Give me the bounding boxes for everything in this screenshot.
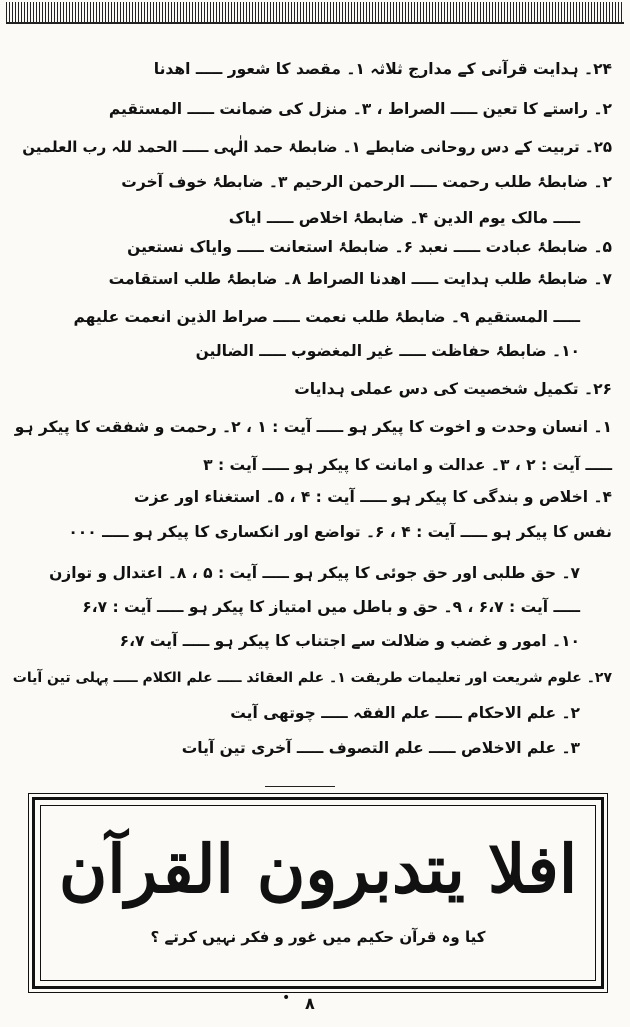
- text-line: ۲۔ ضابطۂ طلب رحمت ـــــ الرحمن الرحیم ۳۔ ضابطۂ خوف آخرت: [121, 173, 612, 191]
- text-line: ۱۔ انسان وحدت و اخوت کا پیکر ہو ـــــ آیت : ۱ ، ۲۔ رحمت و شفقت کا پیکر ہو: [14, 418, 612, 436]
- text-line: نفس کا پیکر ہو ـــــ آیت : ۴ ، ۶۔ تواضع اور انکساری کا پیکر ہو ـــــ ۰۰۰: [68, 523, 612, 541]
- dot-mark: •: [282, 990, 291, 1006]
- text-line: ۱۰۔ امور و غضب و ضلالت سے اجتناب کا پیکر ہو ـــــ آیت ۶،۷: [119, 632, 580, 650]
- top-border-rule: [6, 2, 624, 24]
- banner-subtitle: کیا وہ قرآن حکیم میں غور و فکر نہیں کرتے ؟: [150, 928, 486, 946]
- text-line: ۲۷۔ علوم شریعت اور تعلیمات طریقت ۱۔ علم العقائد ـــــ علم الکلام ـــــ پہلی تین آیات: [12, 670, 612, 686]
- text-line: ـــــ آیت : ۲ ، ۳۔ عدالت و امانت کا پیکر ہو ـــــ آیت : ۳: [203, 456, 612, 474]
- text-line: ۲۔ راستے کا تعین ـــــ الصراط ، ۳۔ منزل کی ضمانت ـــــ المستقیم: [108, 100, 612, 118]
- section-heading: ۲۶۔ تکمیل شخصیت کی دس عملی ہدایات: [294, 380, 612, 398]
- banner-title: افلا یتدبرون القرآن: [58, 830, 578, 908]
- text-line: ۷۔ ضابطۂ طلب ہدایت ـــــ اھدنا الصراط ۸۔ ضابطۂ طلب استقامت: [108, 270, 612, 288]
- text-line: ۲۴۔ ہدایت قرآنی کے مدارج ثلاثہ ۱۔ مقصد کا شعور ـــــ اھدنا: [153, 60, 612, 78]
- text-line: ۳۔ علم الاخلاص ـــــ علم التصوف ـــــ آخری تین آیات: [181, 739, 580, 757]
- text-line: ۴۔ اخلاص و بندگی کا پیکر ہو ـــــ آیت : ۴ ، ۵۔ استغناء اور عزت: [134, 488, 612, 506]
- text-line: ۲۔ علم الاحکام ـــــ علم الفقہ ـــــ چوتھی آیت: [230, 704, 580, 722]
- separator-rule: [265, 786, 335, 787]
- text-line: ۵۔ ضابطۂ عبادت ـــــ نعبد ۶۔ ضابطۂ استعانت ـــــ وایاک نستعین: [127, 238, 612, 256]
- text-line: ۷۔ حق طلبی اور حق جوئی کا پیکر ہو ـــــ آیت : ۵ ، ۸۔ اعتدال و توازن: [49, 564, 580, 582]
- text-line: ـــــ المستقیم ۹۔ ضابطۂ طلب نعمت ـــــ صراط الذین انعمت علیھم: [73, 308, 580, 326]
- page-number: ۸: [305, 994, 315, 1013]
- text-line: ۱۰۔ ضابطۂ حفاظت ـــــ غیر المغضوب ـــــ الضالین: [195, 342, 580, 360]
- text-line: ـــــ آیت : ۶،۷ ، ۹۔ حق و باطل میں امتیاز کا پیکر ہو ـــــ آیت : ۶،۷: [82, 598, 580, 616]
- text-line: ـــــ مالک یوم الدین ۴۔ ضابطۂ اخلاص ـــــ ایاک: [228, 209, 580, 227]
- calligraphy-banner: [32, 797, 604, 989]
- text-line: ۲۵۔ تربیت کے دس روحانی ضابطے ۱۔ ضابطۂ حمد الٰہی ـــــ الحمد للہ رب العلمین: [22, 138, 612, 156]
